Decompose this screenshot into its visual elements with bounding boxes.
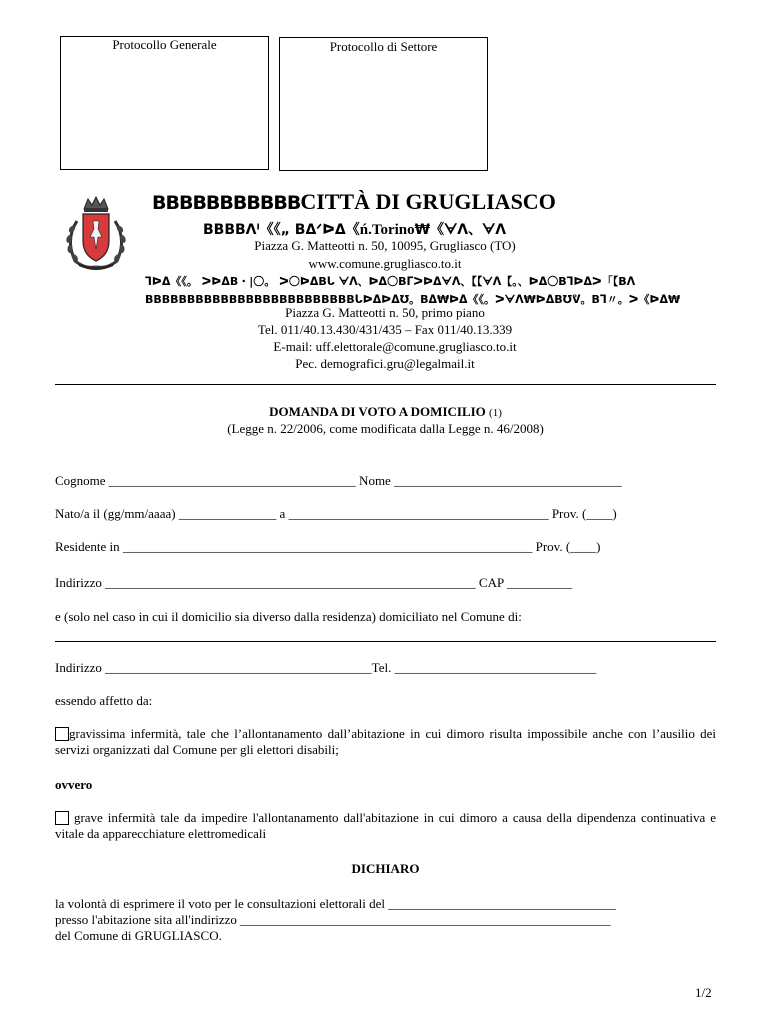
domicilio-comune-line[interactable]: [55, 641, 716, 642]
header-divider: [55, 384, 716, 385]
indirizzo-cap-field[interactable]: Indirizzo _________________________________________________________ CAP __________: [55, 575, 572, 590]
garbled-text-prefix: BBBBBBBBBBB: [152, 192, 301, 214]
office-pec: Pec. demografici.gru@legalmail.it: [295, 356, 475, 371]
protocollo-generale-box: [60, 36, 269, 170]
city-website: www.comune.grugliasco.to.it: [308, 256, 462, 271]
city-name: CITTÀ DI GRUGLIASCO: [300, 189, 556, 214]
affetto-label: essendo affetto da:: [55, 693, 153, 708]
protocollo-settore-box: [279, 37, 488, 171]
indirizzo-tel-field[interactable]: Indirizzo _________________________________________Tel. _______________________________: [55, 660, 597, 675]
grave-text: grave infermità tale da impedire l'allontanamento dall'abitazione in cui dimoro a causa della dipendenza continuativa e vitale da apparecchiature elettromedicali: [55, 810, 716, 841]
option-gravissima: [55, 726, 716, 758]
grave-checkbox[interactable]: [55, 811, 69, 825]
protocollo-generale-label: Protocollo Generale: [112, 37, 217, 52]
presso-field[interactable]: presso l'abitazione sita all'indirizzo _________________________________________________________: [55, 912, 611, 927]
office-phone: Tel. 011/40.13.430/431/435 – Fax 011/40.13.339: [257, 322, 513, 337]
comune-text: del Comune di GRUGLIASCO.: [55, 928, 222, 943]
domicilio-label: e (solo nel caso in cui il domicilio sia diverso dalla residenza) domiciliato nel Comune di:: [55, 609, 522, 624]
page-number: 1/2: [695, 985, 712, 1000]
gravissima-checkbox[interactable]: [55, 727, 69, 741]
document-subtitle: (Legge n. 22/2006, come modificata dalla Legge n. 46/2008): [227, 421, 544, 436]
ovvero-label: ovvero: [55, 777, 93, 792]
document-title: DOMANDA DI VOTO A DOMICILIO (1): [269, 404, 502, 419]
office-email: E-mail: uff.elettorale@comune.grugliasco.to.it: [273, 339, 517, 354]
protocollo-settore-label: Protocollo di Settore: [329, 39, 438, 54]
garbled-line-2: ᒣᐅᐃ《《。 ᐳᐅᐃB・|〇。 ᐳ〇ᐅᐃBᒐ ᗄᐱ、ᐅᐃ〇Bᒥᐳᐅᐃᗄᐱ、【【ᗄᐱ【。、ᐅᐃ〇Bᒣᐅᐃᐳ「【Bᐱ: [145, 275, 636, 288]
torino-text: ń.Torino: [359, 222, 415, 238]
coat-of-arms-logo: [57, 191, 135, 273]
title-footnote: (1): [489, 407, 502, 419]
city-title: [152, 189, 632, 215]
cognome-nome-field[interactable]: Cognome ______________________________________ Nome ___________________________________: [55, 473, 622, 488]
garbled-line-3: BBBBBBBBBBBBBBBBBBBBBBBBBᒐᐅᐃᐅᐃ℧。Bᐃ₩ᐅᐃ《《。ᐳᗄᐱ₩ᐅᐃB℧ᕓ。Bᒣ〃。ᐳ《ᐅᐃ₩: [145, 293, 681, 306]
option-grave: [55, 810, 716, 842]
nascita-field[interactable]: Nato/a il (gg/mm/aaaa) _______________ a ________________________________________ Prov. (____): [55, 506, 617, 521]
volonta-field[interactable]: la volontà di esprimere il voto per le consultazioni elettorali del ___________________________________: [55, 896, 616, 911]
garbled-line-1: BBBBᐱᑊ《《„ Bᐃᐟᐅᐃ《ń.Torino₩《ᗄᐱ、ᗄᐱ: [203, 222, 507, 238]
residenza-field[interactable]: Residente in _______________________________________________________________ Prov. (____): [55, 539, 601, 554]
dichiaro-heading: DICHIARO: [351, 861, 420, 876]
gravissima-text: gravissima infermità, tale che l’allontanamento dall’abitazione in cui dimoro risulta impossibile anche con l’ausilio dei servizi organizzati dal Comune per gli elettori disabili;: [55, 726, 716, 757]
city-address: Piazza G. Matteotti n. 50, 10095, Grugliasco (TO): [254, 238, 516, 253]
office-address: Piazza G. Matteotti n. 50, primo piano: [285, 305, 485, 320]
